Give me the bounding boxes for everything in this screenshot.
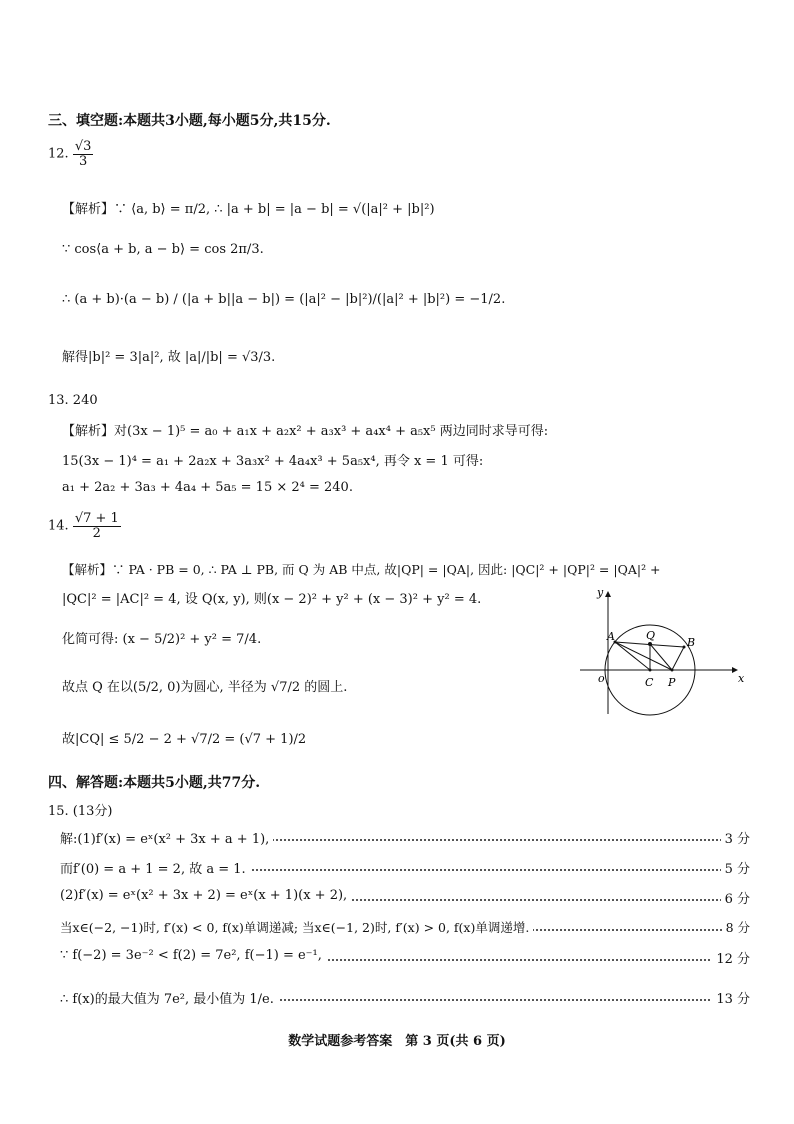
q12-number: 12. [48,146,69,162]
segment-ac [615,642,650,670]
q15-step-5-text: ∵ f(−2) = 3e⁻² < f(2) = 7e², f(−1) = e⁻¹, [60,948,326,963]
q15-step-1-text: 解:(1)f′(x) = eˣ(x² + 3x + a + 1), [60,828,273,847]
q14-line3: 化简可得: (x − 5/2)² + y² = 7/4. [62,632,262,647]
q15-step-1 [60,828,750,846]
q12-line2: ∵ cos⟨a + b, a − b⟩ = cos 2π/3. [62,242,264,257]
segment-bp [672,647,684,670]
label-b: B [687,636,696,649]
q14-answer-den: 2 [92,525,101,541]
q15-step-2-text: 而f′(0) = a + 1 = 2, 故 a = 1. [60,858,250,877]
q15-step-2 [60,858,750,876]
q15-step-3-text: (2)f′(x) = eˣ(x² + 3x + 2) = eˣ(x + 1)(x + 2), [60,888,351,903]
label-p: P [668,676,676,689]
q14-line2: |QC|² = |AC|² = 4, 设 Q(x, y), 则(x − 2)² + y² + (x − 3)² + y² = 4. [62,592,482,607]
q15-step-2-score: 5 分 [721,858,750,877]
q14-answer [48,512,121,540]
point-q [648,642,652,646]
q15-header: 15. (13分) [48,804,113,819]
q15-step-3-score: 6 分 [721,888,750,907]
q13-line3: a₁ + 2a₂ + 3a₃ + 4a₄ + 5a₅ = 15 × 2⁴ = 240. [62,480,353,495]
q14-number: 14. [48,518,69,534]
point-b [683,646,686,649]
q15-step-5-score: 12 分 [712,948,750,967]
q12-answer-fraction [73,140,94,168]
label-y: y [597,586,604,599]
q15-step-6 [60,988,750,1006]
point-p [671,669,674,672]
q13-line1: 【解析】对(3x − 1)⁵ = a₀ + a₁x + a₂x² + a₃x³ + a₄x⁴ + a₅x⁵ 两边同时求导可得: [62,424,549,439]
q12-line1: 【解析】∵ ⟨a, b⟩ = π/2, ∴ |a + b| = |a − b| = √(|a|² + |b|²) [62,202,435,217]
label-x: x [738,672,745,685]
q15-step-5 [60,948,750,966]
q14-line5: 故|CQ| ≤ 5/2 − 2 + √7/2 = (√7 + 1)/2 [62,732,307,747]
section3-title: 三、填空题:本题共3小题,每小题5分,共15分. [48,113,331,129]
q14-answer-fraction [73,512,121,540]
q14-line1: 【解析】∵ PA · PB = 0, ∴ PA ⊥ PB, 而 Q 为 AB 中点, 故|QP| = |QA|, 因此: |QC|² + |QP|² = |QA|² + [62,562,661,577]
q15-step-3 [60,888,750,906]
q12-answer-num: √3 [74,139,92,154]
q15-step-6-score: 13 分 [712,988,750,1007]
q12-line3: ∴ (a + b)·(a − b) / (|a + b||a − b|) = (|a|² − |b|²)/(|a|² + |b|²) = −1/2. [62,292,506,307]
q12-answer [48,140,93,168]
q15-step-6-text: ∴ f(x)的最大值为 7e², 最小值为 1/e. [60,988,278,1007]
q15-step-4 [60,918,750,936]
q13-line2: 15(3x − 1)⁴ = a₁ + 2a₂x + 3a₃x² + 4a₄x³ + 5a₅x⁴, 再令 x = 1 可得: [62,454,484,469]
section4-title: 四、解答题:本题共5小题,共77分. [48,775,261,791]
page-footer: 数学试题参考答案 第 3 页(共 6 页) [288,1034,506,1049]
label-q: Q [646,629,656,642]
q14-line4: 故点 Q 在以(5/2, 0)为圆心, 半径为 √7/2 的圆上. [62,680,348,695]
q15-step-4-text: 当x∈(−2, −1)时, f′(x) < 0, f(x)单调递减; 当x∈(−1, 2)时, f′(x) > 0, f(x)单调递增. [60,918,533,936]
label-o: o [598,672,605,685]
q13-answer: 13. 240 [48,393,98,408]
q14-figure [575,582,750,722]
segment-ap [615,642,672,670]
q15-step-4-score: 8 分 [722,918,750,936]
q14-answer-num: √7 + 1 [74,511,119,526]
q12-answer-den: 3 [78,153,88,169]
segment-qp [650,644,672,670]
q12-line4: 解得|b|² = 3|a|², 故 |a|/|b| = √3/3. [62,350,276,365]
point-c [649,669,652,672]
label-c: C [645,676,654,689]
q15-step-1-score: 3 分 [721,828,750,847]
label-a: A [607,630,615,643]
